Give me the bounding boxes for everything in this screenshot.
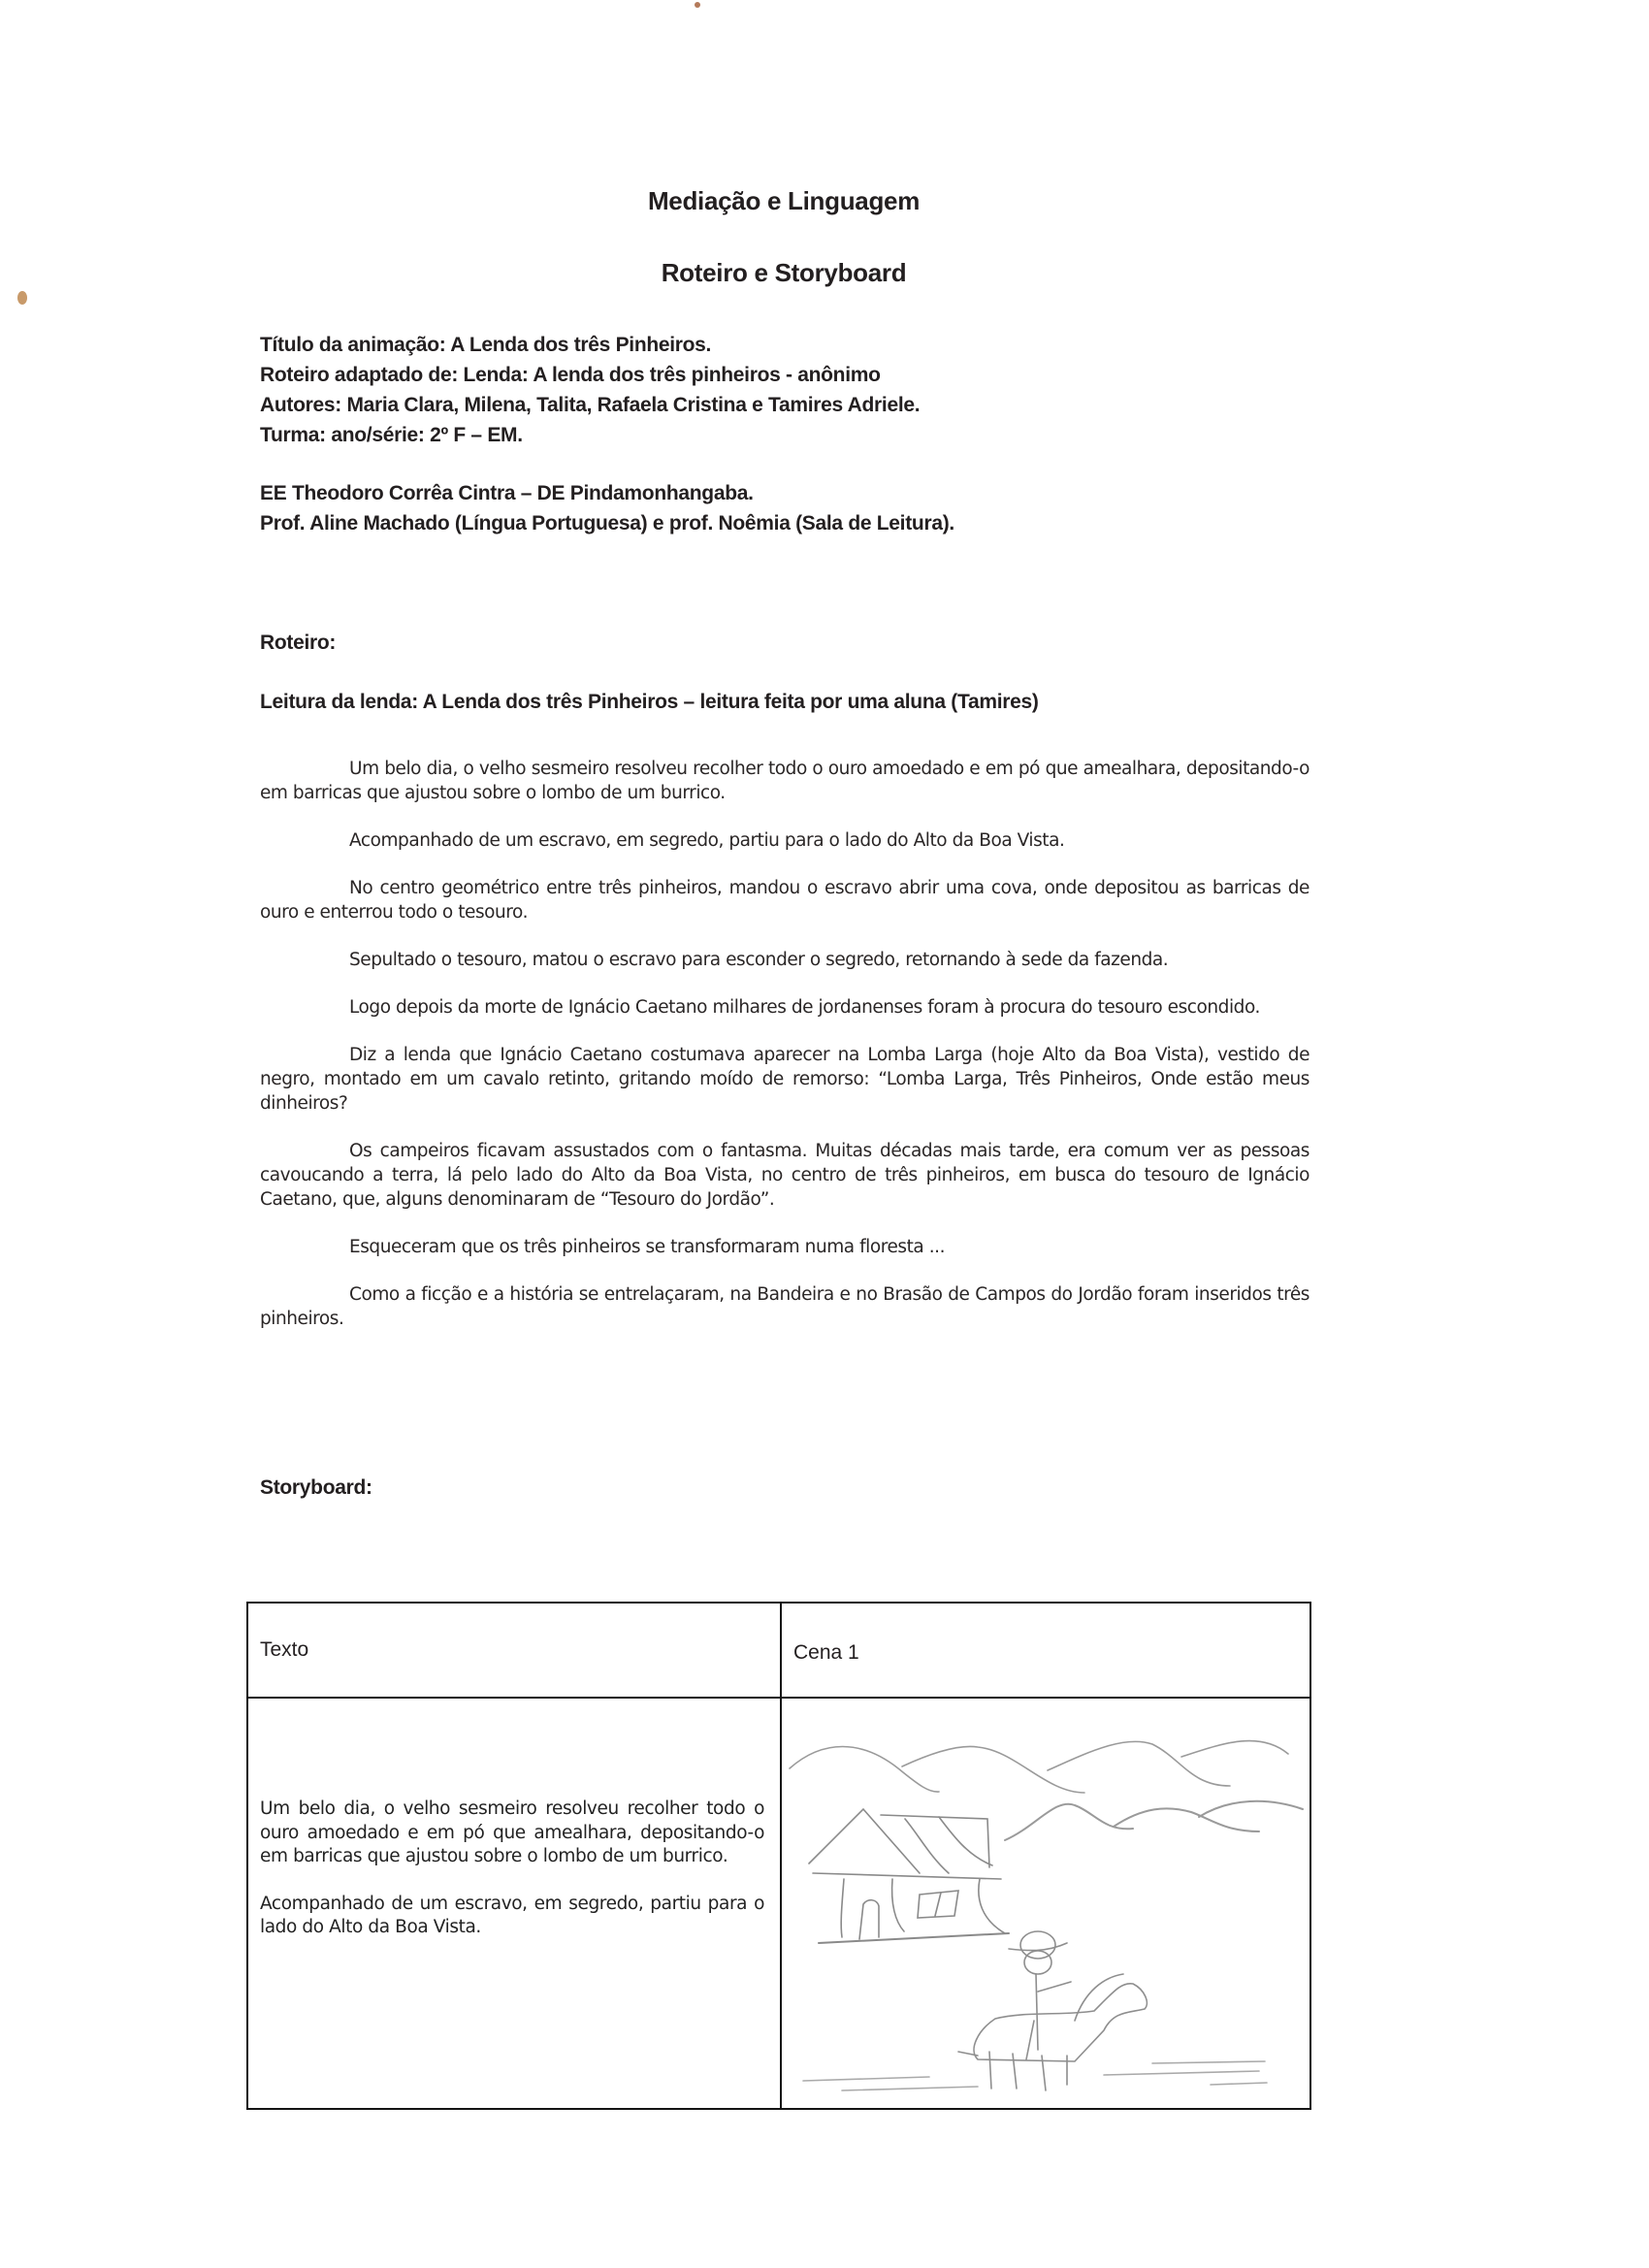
hill-line <box>1048 1741 1230 1786</box>
scene-1-sketch <box>784 1701 1308 2106</box>
legend-paragraph: Os campeiros ficavam assustados com o fantasma. Muitas décadas mais tarde, era comum ver as pessoas cavoucando a terra, lá pelo lado do Alto da Boa Vista, no centro de três pinheiros, em busca do tesouro de Ignácio Caetano, que, alguns denominaram de “Tesouro do Jordão”. <box>260 1141 1310 1210</box>
scan-speck <box>17 291 27 305</box>
storyboard-table <box>246 1602 1311 2110</box>
storyboard-paragraph: Um belo dia, o velho sesmeiro resolveu recolher todo o ouro amoedado e em pó que amealhara, depositando-o em barricas que ajustou sobre o lombo de um burrico. <box>260 1798 764 1866</box>
animation-title-line: Título da animação: A Lenda dos três Pinheiros. <box>260 334 712 356</box>
roteiro-label: Roteiro: <box>260 632 337 654</box>
authors-line: Autores: Maria Clara, Milena, Talita, Rafaela Cristina e Tamires Adriele. <box>260 394 921 416</box>
legend-paragraph: Logo depois da morte de Ignácio Caetano milhares de jordanenses foram à procura do tesouro escondido. <box>349 997 1260 1018</box>
class-line: Turma: ano/série: 2º F – EM. <box>260 424 523 446</box>
document-title: Mediação e Linguagem <box>647 186 921 215</box>
house-drawing <box>809 1809 1009 1943</box>
table-divider-vertical <box>780 1604 782 2108</box>
hill-line <box>902 1746 1084 1793</box>
adapted-from-line: Roteiro adaptado de: Lenda: A lenda dos três pinheiros - anônimo <box>260 364 881 386</box>
hill-line <box>1199 1801 1303 1817</box>
storyboard-paragraph: Acompanhado de um escravo, em segredo, partiu para o lado do Alto da Boa Vista. <box>260 1893 764 1937</box>
table-divider-horizontal <box>248 1697 1310 1699</box>
hill-line <box>1005 1804 1133 1840</box>
legend-paragraph: No centro geométrico entre três pinheiros, mandou o escravo abrir uma cova, onde depositou as barricas de ouro e enterrou todo o tesouro. <box>260 878 1310 923</box>
legend-paragraph: Diz a lenda que Ignácio Caetano costumava aparecer na Lomba Larga (hoje Alto da Boa Vista), vestido de negro, montado em um cavalo retinto, gritando moído de remorso: “Lomba Larga, Três Pinheiros, Onde estão meus dinheiros? <box>260 1045 1310 1114</box>
document-subtitle: Roteiro e Storyboard <box>661 258 907 287</box>
legend-paragraph: Um belo dia, o velho sesmeiro resolveu recolher todo o ouro amoedado e em pó que amealhara, depositando-o em barricas que ajustou sobre o lombo de um burrico. <box>260 759 1310 803</box>
storyboard-text-cell <box>260 1798 764 1963</box>
legend-text <box>260 757 1310 1354</box>
school-line: EE Theodoro Corrêa Cintra – DE Pindamonhangaba. <box>260 482 754 504</box>
hill-line <box>1181 1741 1288 1757</box>
legend-paragraph: Como a ficção e a história se entrelaçaram, na Bandeira e no Brasão de Campos do Jordão foram inseridos três pinheiros. <box>260 1284 1310 1329</box>
hill-line <box>790 1747 939 1793</box>
legend-paragraph: Sepultado o tesouro, matou o escravo para esconder o segredo, retornando à sede da fazenda. <box>349 950 1169 970</box>
teachers-line: Prof. Aline Machado (Língua Portuguesa) e prof. Noêmia (Sala de Leitura). <box>260 512 954 535</box>
scan-speck <box>695 2 700 8</box>
rider-on-donkey-drawing <box>958 1931 1147 2090</box>
legend-paragraph: Acompanhado de um escravo, em segredo, partiu para o lado do Alto da Boa Vista. <box>349 830 1065 851</box>
school-info <box>260 478 954 538</box>
ground-line <box>803 2061 1267 2090</box>
text-column-header: Texto <box>260 1638 309 1661</box>
scene-column-header: Cena 1 <box>793 1641 859 1664</box>
legend-paragraph: Esqueceram que os três pinheiros se transformaram numa floresta ... <box>349 1237 946 1257</box>
storyboard-label: Storyboard: <box>260 1476 372 1499</box>
hill-line <box>1114 1808 1259 1831</box>
animation-info <box>260 330 920 450</box>
reading-heading: Leitura da lenda: A Lenda dos três Pinheiros – leitura feita por uma aluna (Tamires) <box>260 691 1039 713</box>
